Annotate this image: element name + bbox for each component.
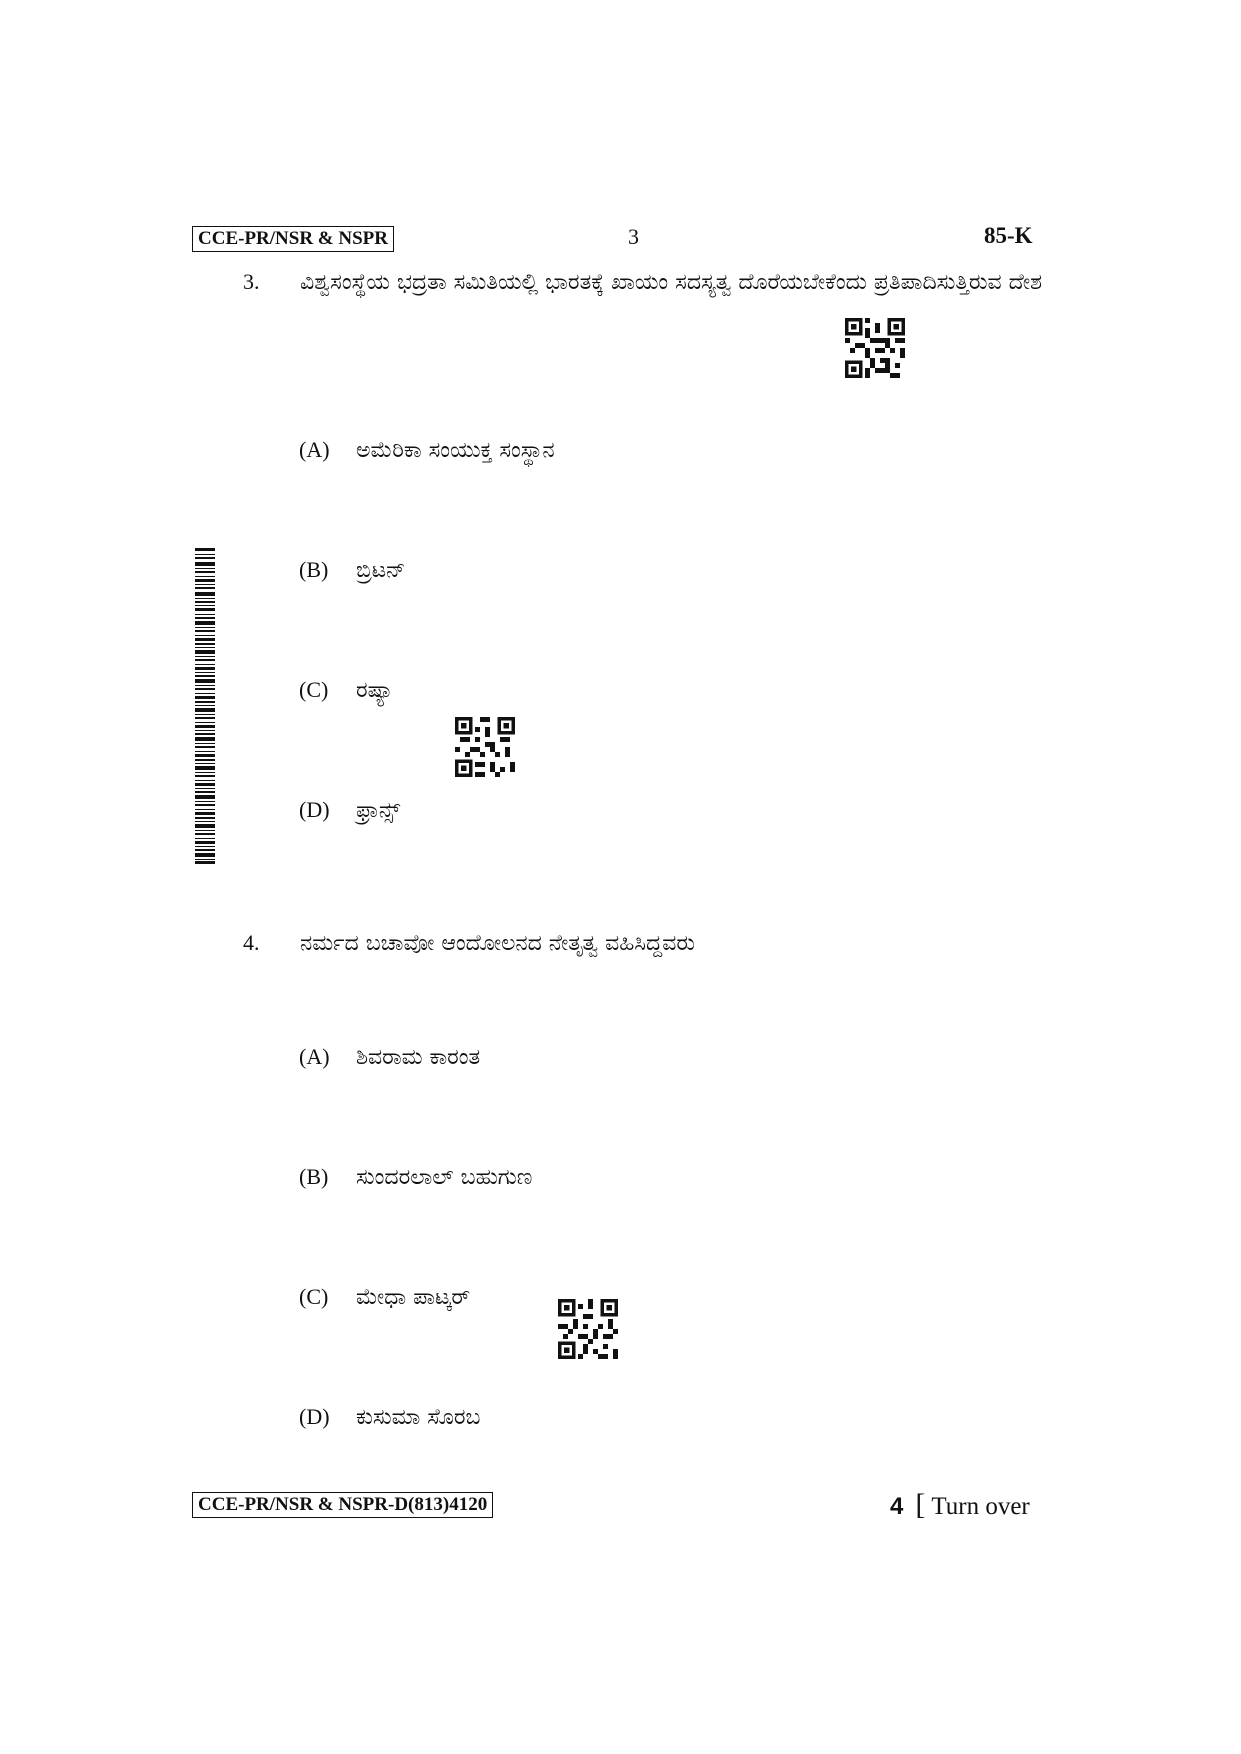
qr-code-icon (455, 716, 515, 778)
option-text: ಸುಂದರಲಾಲ್ ಬಹುಗುಣ (356, 1165, 533, 1190)
option-item[interactable] (299, 1164, 532, 1190)
question-text: ನರ್ಮದ ಬಚಾವೋ ಆಂದೋಲನದ ನೇತೃತ್ವ ವಹಿಸಿದ್ದವರು (300, 931, 695, 956)
qr-code-icon (845, 317, 905, 379)
qr-code-icon (558, 1298, 618, 1360)
option-item[interactable] (299, 1284, 470, 1310)
footer-paper-code: CCE-PR/NSR & NSPR-D(813)4120 (192, 1492, 493, 1518)
footer-page-number: 4 (890, 1493, 904, 1520)
option-label: (A) (299, 1044, 330, 1069)
option-item[interactable] (299, 1404, 480, 1430)
option-text: ಫ್ರಾನ್ಸ್ (356, 798, 401, 823)
header-page-number: 3 (628, 224, 639, 249)
option-text: ಶಿವರಾಮ ಕಾರಂತ (356, 1045, 481, 1070)
option-item[interactable] (299, 677, 393, 703)
header-paper-code: CCE-PR/NSR & NSPR (192, 226, 394, 252)
turn-over-text: Turn over (931, 1493, 1030, 1520)
bracket-glyph: [ (915, 1488, 926, 1521)
option-item[interactable] (299, 797, 400, 823)
option-text: ಮೇಧಾ ಪಾಟ್ಕರ್ (356, 1285, 471, 1310)
option-text: ರಷ್ಯಾ (356, 678, 394, 703)
option-item[interactable] (299, 1044, 480, 1070)
option-label: (B) (299, 1164, 329, 1189)
option-label: (D) (299, 1404, 330, 1429)
option-text: ಬ್ರಿಟನ್ (356, 558, 406, 583)
option-text: ಕುಸುಮಾ ಸೊರಬ (356, 1405, 481, 1430)
option-label: (D) (299, 797, 330, 822)
header-subject-code: 85-K (984, 223, 1033, 248)
question-number: 3. (243, 269, 260, 294)
option-item[interactable] (299, 437, 555, 463)
barcode-icon (195, 548, 215, 864)
footer-turn-over (890, 1488, 1030, 1522)
option-label: (C) (299, 677, 329, 702)
option-item[interactable] (299, 557, 405, 583)
question-number: 4. (243, 930, 260, 955)
option-label: (B) (299, 557, 329, 582)
option-text: ಅಮೆರಿಕಾ ಸಂಯುಕ್ತ ಸಂಸ್ಥಾನ (356, 438, 555, 463)
option-label: (C) (299, 1284, 329, 1309)
question-text: ವಿಶ್ವಸಂಸ್ಥೆಯ ಭದ್ರತಾ ಸಮಿತಿಯಲ್ಲಿ ಭಾರತಕ್ಕೆ ಖಾಯಂ ಸದಸ್ಯತ್ವ ದೊರೆಯಬೇಕೆಂದು ಪ್ರತಿಪಾದಿಸುತ್ತಿರುವ ದೇಶ (300, 270, 1043, 295)
option-label: (A) (299, 437, 330, 462)
